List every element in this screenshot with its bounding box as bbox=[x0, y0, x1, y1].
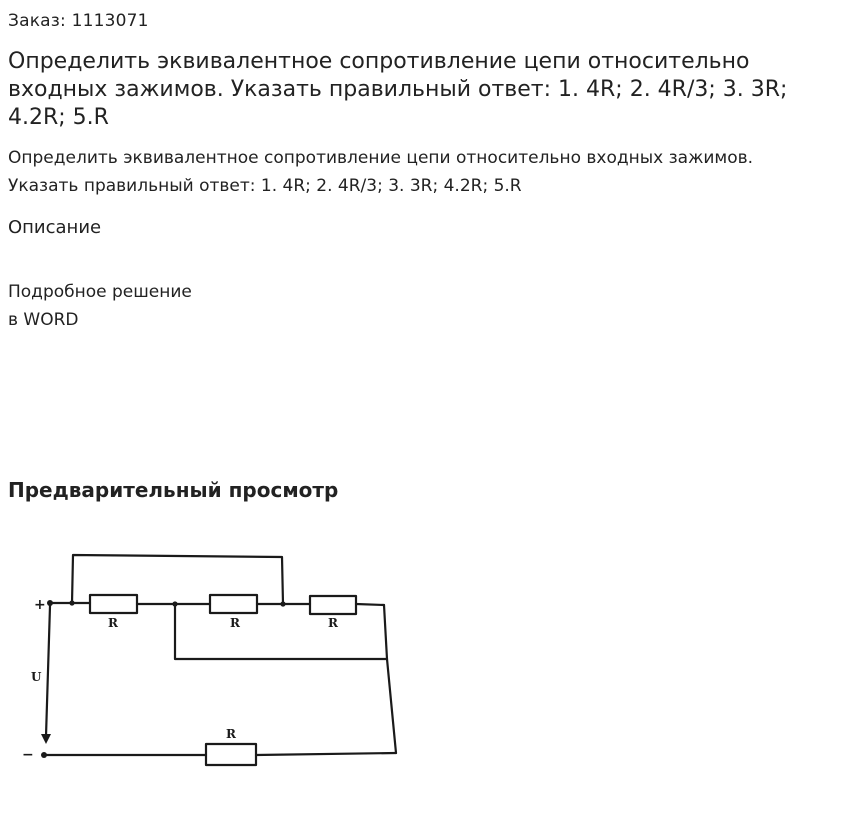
solution-line-1: Подробное решение bbox=[8, 282, 192, 302]
wire-bypass-bridge bbox=[72, 555, 283, 604]
resistor-4-label: R bbox=[226, 727, 236, 741]
wire-right-vertical bbox=[384, 605, 396, 753]
wire-bottom-right bbox=[256, 753, 396, 755]
plus-terminal-dot bbox=[47, 600, 53, 606]
minus-sign: − bbox=[22, 747, 34, 763]
resistor-2 bbox=[210, 595, 257, 613]
order-number: Заказ: 1113071 bbox=[8, 11, 149, 31]
plus-sign: + bbox=[34, 597, 46, 613]
resistor-2-label: R bbox=[230, 616, 240, 630]
solution-note bbox=[8, 278, 192, 334]
wire-r3-right bbox=[356, 604, 384, 605]
resistor-1-label: R bbox=[108, 616, 118, 630]
node-right bbox=[280, 601, 285, 606]
preview-heading: Предварительный просмотр bbox=[8, 478, 339, 502]
voltage-label: U bbox=[31, 670, 42, 684]
description-section-label: Описание bbox=[8, 217, 102, 238]
task-description: Определить эквивалентное сопротивление цепи относительно входных зажимов. Указать правильный ответ: 1. 4R; 2. 4R/3; 3. 3R; 4.2R; 5.R bbox=[8, 148, 754, 196]
node-left bbox=[69, 600, 74, 605]
circuit-preview-image bbox=[10, 530, 430, 800]
solution-line-2: в WORD bbox=[8, 310, 79, 330]
voltage-arrow-head bbox=[41, 734, 51, 744]
resistor-3 bbox=[310, 596, 356, 614]
circuit-diagram bbox=[10, 530, 430, 800]
node-middle bbox=[172, 601, 177, 606]
voltage-arrow-line bbox=[46, 606, 50, 736]
resistor-3-label: R bbox=[328, 616, 338, 630]
resistor-1 bbox=[90, 595, 137, 613]
resistor-4 bbox=[206, 744, 256, 765]
page-title: Определить эквивалентное сопротивление цепи относительно входных зажимов. Указать правильный ответ: 1. 4R; 2. 4R/3; 3. 3R; 4.2R; 5.R bbox=[8, 49, 788, 130]
minus-terminal-dot bbox=[41, 752, 47, 758]
